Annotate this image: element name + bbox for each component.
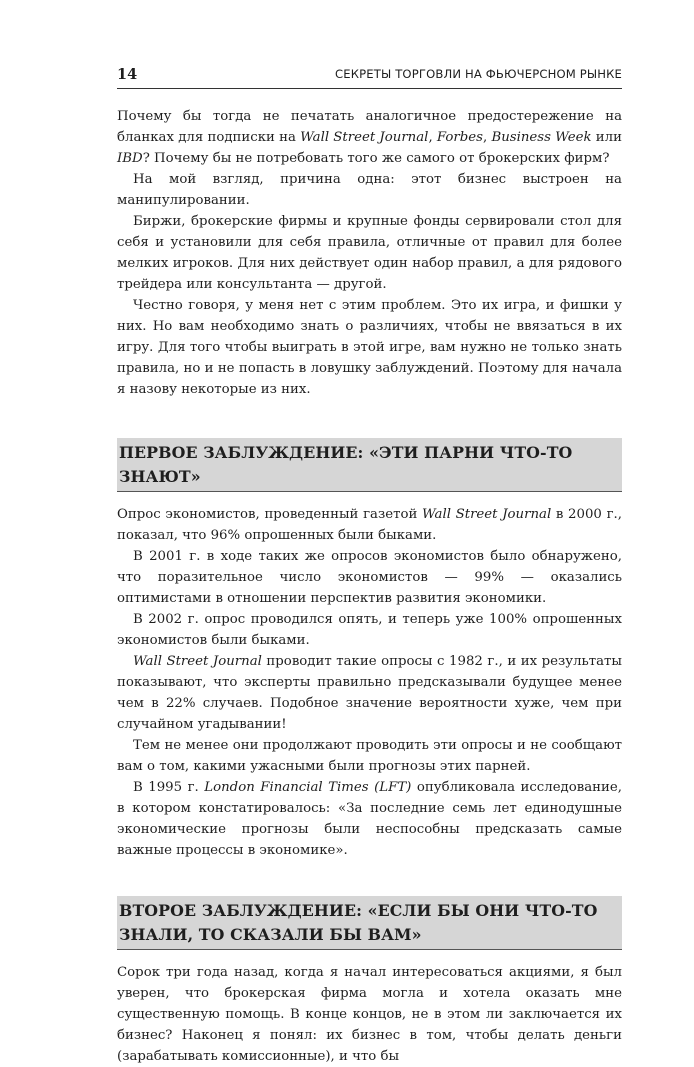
paragraph: Опрос экономистов, проведенный газетой Wall Street Journal в 2000 г., показал, что 96% опрошенных были быками. [117, 507, 622, 543]
publication-name: Wall Street Journal [422, 507, 552, 522]
section-heading: ПЕРВОЕ ЗАБЛУЖДЕНИЕ: «ЭТИ ПАРНИ ЧТО-ТО ЗНАЮТ» [117, 438, 622, 492]
paragraph: Тем не менее они продолжают проводить эти опросы и не сообщают вам о том, какими ужасными были прогнозы этих парней. [117, 738, 622, 774]
section-heading: ВТОРОЕ ЗАБЛУЖДЕНИЕ: «ЕСЛИ БЫ ОНИ ЧТО-ТО ЗНАЛИ, ТО СКАЗАЛИ БЫ ВАМ» [117, 896, 622, 950]
running-title: СЕКРЕТЫ ТОРГОВЛИ НА ФЬЮЧЕРСНОМ РЫНКЕ [335, 67, 622, 81]
page-header [117, 66, 622, 89]
paragraph: В 2001 г. в ходе таких же опросов экономистов было обнаружено, что поразительное число экономистов — 99% — оказались оптимистами в отношении перспектив развития экономики. [117, 549, 622, 606]
paragraph: Биржи, брокерские фирмы и крупные фонды сервировали стол для себя и установили для себя правила, отличные от правил для более мелких игроков. Для них действует один набор правил, а для рядового трейдера или консультанта — другой. [117, 214, 622, 292]
body-text [117, 106, 622, 1067]
paragraph: Сорок три года назад, когда я начал интересоваться акциями, я был уверен, что брокерская фирма могла и хотела оказать мне существенную помощь. В конце концов, не в этом ли заключается их бизнес? Наконец я понял: их бизнес в том, чтобы делать деньги (зарабатывать комиссионные), и что бы [117, 965, 622, 1064]
publication-name: IBD [117, 151, 143, 166]
paragraph: В 2002 г. опрос проводился опять, и теперь уже 100% опрошенных экономистов были быками. [117, 612, 622, 648]
paragraph: Честно говоря, у меня нет с этим проблем. Это их игра, и фишки у них. Но вам необходимо знать о различиях, чтобы не ввязаться в их игру. Для того чтобы выиграть в этой игре, вам нужно не только знать правила, но и не попасть в ловушку заблуждений. Поэтому для начала я назову некоторые из них. [117, 298, 622, 397]
publication-name: Forbes [436, 130, 483, 145]
page-number: 14 [117, 66, 138, 83]
paragraph: На мой взгляд, причина одна: этот бизнес выстроен на манипулировании. [117, 172, 622, 208]
paragraph: Wall Street Journal проводит такие опросы с 1982 г., и их результаты показывают, что эксперты правильно предсказывали будущее менее чем в 22% случаев. Подобное значение вероятности хуже, чем при случайном угадывании! [117, 654, 622, 732]
publication-name: Wall Street Journal [300, 130, 429, 145]
publication-name: Business Week [491, 130, 592, 145]
publication-name: Wall Street Journal [133, 654, 262, 669]
publication-name: London Financial Times (LFT) [204, 780, 412, 795]
paragraph: Почему бы тогда не печатать аналогичное предостережение на бланках для подписки на Wall Street Journal, Forbes, Business Week или IBD? Почему бы не потребовать того же самого от брокерских фирм? [117, 109, 622, 166]
paragraph: В 1995 г. London Financial Times (LFT) опубликовала исследование, в котором констатировалось: «За последние семь лет единодушные экономические прогнозы были неспособны предсказать самые важные процессы в экономике». [117, 780, 622, 858]
